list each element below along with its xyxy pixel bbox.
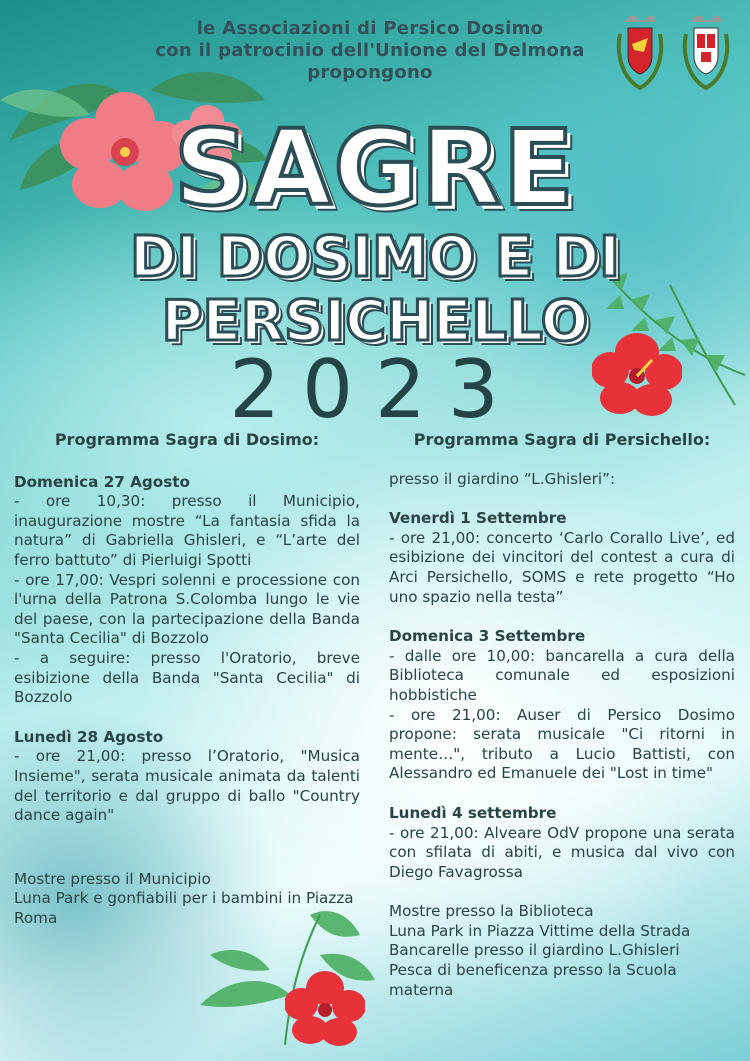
- event-day: Lunedì 28 Agosto: [14, 727, 164, 746]
- event-day: Domenica 3 Settembre: [389, 627, 586, 646]
- dosimo-event-1: [14, 473, 360, 708]
- crest-unione-delmona-icon: [682, 14, 730, 92]
- note-item: Luna Park in Piazza Vittime della Strada: [389, 921, 691, 940]
- intro-text: presso il giardino “L.Ghisleri”:: [389, 469, 616, 488]
- persichello-event-3: [389, 804, 735, 882]
- persichello-notes: [389, 902, 735, 1000]
- event-text: - ore 21,00: presso l’Oratorio, "Musica Insieme", serata musicale animata da talenti del territorio e dal gruppo di ballo "Country dance again": [14, 747, 360, 825]
- event-text: - ore 21,00: concerto ‘Carlo Corallo Live’, ed esibizione dei vincitori del contest a cura di Arci Persichello, SOMS e rete progetto “Ho uno spazio nella testa”: [389, 528, 735, 606]
- event-day: Venerdì 1 Settembre: [389, 509, 567, 528]
- dosimo-notes: [14, 870, 360, 929]
- header-line-3: propongono: [307, 62, 433, 83]
- event-day: Domenica 27 Agosto: [14, 472, 190, 491]
- title-dosimo: DI DOSIMO E DI: [130, 225, 620, 290]
- event-text: - ore 21,00: Alveare OdV propone una serata con sfilata di abiti, e musica dal vivo con Diego Favagrossa: [389, 823, 735, 881]
- title-year: 2023: [229, 343, 521, 436]
- crest-persico-dosimo-icon: [616, 14, 664, 92]
- persichello-event-2: [389, 627, 735, 784]
- event-text: - ore 10,30: presso il Municipio, inaugurazione mostre “La fantasia sfida la natura” di Gabriella Ghisleri, e “L’arte del ferro battuto” di Pierluigi Spotti: [14, 492, 360, 569]
- header-line-2: con il patrocinio dell'Unione del Delmona: [155, 40, 585, 61]
- persichello-event-1: [389, 509, 735, 607]
- note-item: Pesca di beneficenza presso la Scuola materna: [389, 961, 677, 999]
- title-sagre: SAGRE: [174, 107, 576, 229]
- event-text: - a seguire: presso l'Oratorio, breve esibizione della Banda "Santa Cecilia" di Bozzolo: [14, 648, 360, 707]
- header-line-1: le Associazioni di Persico Dosimo: [196, 18, 544, 39]
- organizers-header: [150, 18, 590, 84]
- note-item: Bancarelle presso il giardino L.Ghisleri: [389, 941, 680, 960]
- persichello-heading: Programma Sagra di Persichello:: [413, 430, 711, 449]
- event-text: - dalle ore 10,00: bancarella a cura della Biblioteca comunale ed esposizioni hobbistiche: [389, 646, 735, 704]
- persichello-intro: [389, 470, 735, 490]
- dosimo-heading: Programma Sagra di Dosimo:: [54, 430, 320, 449]
- event-day: Lunedì 4 settembre: [389, 803, 557, 822]
- event-text: - ore 21,00: Auser di Persico Dosimo propone: serata musicale "Ci ritorni in mente…", tributo a Lucio Battisti, con Alessandro ed Emanuele dei "Lost in time": [389, 705, 735, 783]
- note-item: Mostre presso la Biblioteca: [389, 902, 594, 921]
- note-item: Mostre presso il Municipio: [14, 869, 211, 888]
- note-item: Luna Park e gonfiabili per i bambini in Piazza Roma: [14, 889, 354, 927]
- event-text: - ore 17,00: Vespri solenni e processione con l'urna della Patrona S.Colomba lungo le vie del paese, con la partecipazione della Banda "Santa Cecilia" di Bozzolo: [14, 570, 360, 648]
- dosimo-event-2: [14, 728, 360, 826]
- title-persichello: PERSICHELLO: [161, 289, 589, 354]
- hibiscus-flower-red-bottom: [285, 970, 365, 1046]
- program-dosimo: [14, 430, 360, 928]
- program-persichello: [389, 430, 735, 1000]
